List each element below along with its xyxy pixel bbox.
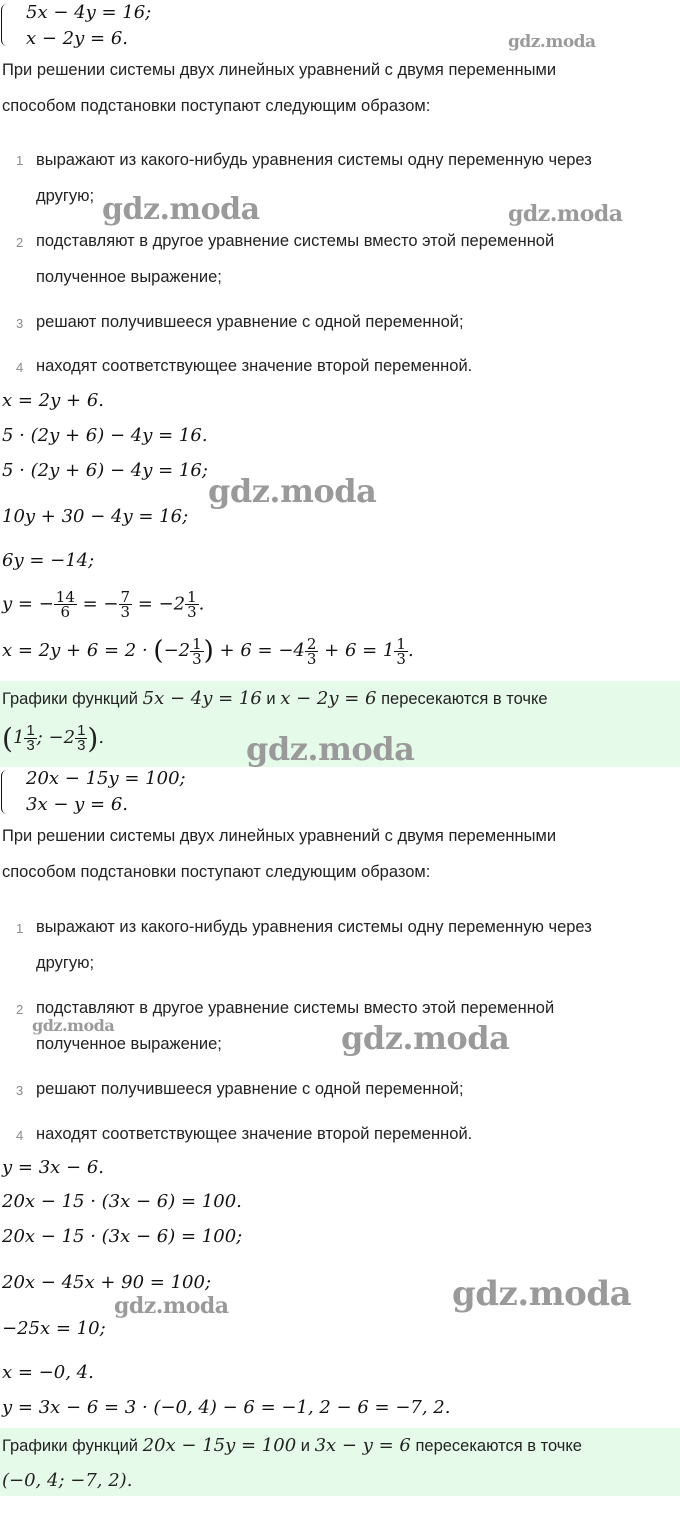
solution-line: 6y = −14; xyxy=(2,550,95,571)
watermark-logo: gdz.moda xyxy=(114,1293,229,1319)
step-text: другую; xyxy=(36,187,95,205)
step-text: другую; xyxy=(36,954,95,972)
solution-line: y = 3x − 6 = 3 · (−0, 4) − 6 = −1, 2 − 6 = −7, 2. xyxy=(2,1397,451,1418)
watermark-logo: gdz.moda xyxy=(508,32,596,52)
step-text: подставляют в другое уравнение системы вместо этой переменной xyxy=(36,232,555,250)
intro-line-2: способом подстановки поступают следующим образом: xyxy=(2,97,431,115)
watermark-logo: gdz.moda xyxy=(208,472,377,510)
step-number: 3 xyxy=(16,316,24,331)
system-equation-2: 3x − y = 6. xyxy=(26,794,128,815)
step-number: 3 xyxy=(16,1083,24,1098)
intro-line-1: При решении системы двух линейных уравнений с двумя переменными xyxy=(2,827,557,845)
watermark-logo: gdz.moda xyxy=(32,1016,115,1035)
system-equation-2: x − 2y = 6. xyxy=(26,28,128,49)
step-text: полученное выражение; xyxy=(36,1035,222,1053)
intro-line-2: способом подстановки поступают следующим образом: xyxy=(2,863,431,881)
step-text: находят соответствующее значение второй переменной. xyxy=(36,357,473,375)
watermark-logo: gdz.moda xyxy=(102,192,260,227)
step-text: решают получившееся уравнение с одной переменной; xyxy=(36,1080,464,1098)
answer-point: (1 $\frac{1}{3}$ ; −2 $\frac{1}{3}$ ). xyxy=(2,722,105,755)
system-brace xyxy=(1,4,10,46)
step-text: находят соответствующее значение второй переменной. xyxy=(36,1125,473,1143)
x-solution-line: x = 2y + 6 = 2 · (−2 $\frac{1}{3}$ ) + 6 = −4 $\frac{2}{3}$ + 6 = 1 $\frac{1}{3}$ . xyxy=(2,634,414,668)
step-number: 4 xyxy=(16,1128,24,1143)
solution-line: −25x = 10; xyxy=(2,1318,106,1339)
step-text: решают получившееся уравнение с одной переменной; xyxy=(36,313,464,331)
answer-text: Графики функций 20x − 15y = 100 и 3x − y = 6 пересекаются в точке xyxy=(2,1435,582,1456)
watermark-logo: gdz.moda xyxy=(452,1274,632,1314)
step-text: полученное выражение; xyxy=(36,268,222,286)
system-equation-1: 5x − 4y = 16; xyxy=(26,2,152,23)
solution-line: 20x − 15 · (3x − 6) = 100; xyxy=(2,1226,243,1247)
answer-point: (−0, 4; −7, 2). xyxy=(2,1470,133,1491)
step-number: 1 xyxy=(16,153,24,168)
step-number: 2 xyxy=(16,1002,24,1017)
answer-text: Графики функций 5x − 4y = 16 и x − 2y = 6 пересекаются в точке xyxy=(2,688,548,709)
system-equation-1: 20x − 15y = 100; xyxy=(26,768,186,789)
watermark-logo: gdz.moda xyxy=(508,201,623,227)
solution-line: y = 3x − 6. xyxy=(2,1157,104,1178)
solution-line: 10y + 30 − 4y = 16; xyxy=(2,506,189,527)
solution-line: 20x − 15 · (3x − 6) = 100. xyxy=(2,1191,242,1212)
watermark-logo: gdz.moda xyxy=(341,1019,510,1057)
solution-line: 20x − 45x + 90 = 100; xyxy=(2,1272,212,1293)
solution-line: x = −0, 4. xyxy=(2,1362,94,1383)
step-text: выражают из какого-нибудь уравнения системы одну переменную через xyxy=(36,918,592,936)
step-number: 1 xyxy=(16,921,24,936)
step-text: подставляют в другое уравнение системы вместо этой переменной xyxy=(36,999,555,1017)
solution-line: 5 · (2y + 6) − 4y = 16. xyxy=(2,425,208,446)
step-text: выражают из какого-нибудь уравнения системы одну переменную через xyxy=(36,151,592,169)
watermark-logo: gdz.moda xyxy=(246,730,415,768)
solution-line: x = 2y + 6. xyxy=(2,390,104,411)
y-solution-line: y = − $\frac{14}{6}$ = − $\frac{7}{3}$ = −2 $\frac{1}{3}$ . xyxy=(2,588,205,621)
solution-line: 5 · (2y + 6) − 4y = 16; xyxy=(2,460,208,481)
step-number: 4 xyxy=(16,360,24,375)
system-brace xyxy=(1,770,10,814)
intro-line-1: При решении системы двух линейных уравнений с двумя переменными xyxy=(2,61,557,79)
step-number: 2 xyxy=(16,235,24,250)
